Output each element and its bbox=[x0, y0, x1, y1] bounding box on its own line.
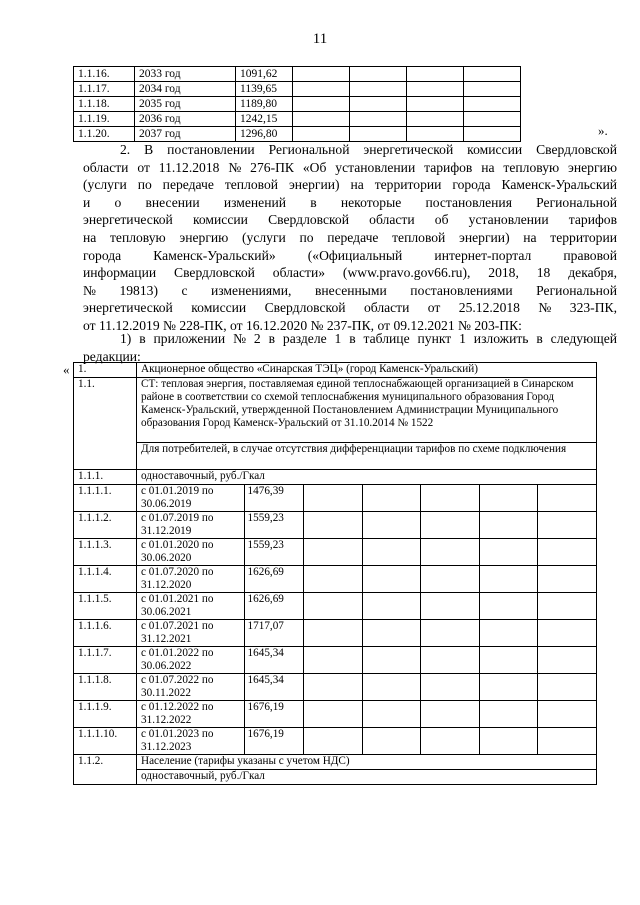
empty-cell bbox=[304, 512, 363, 539]
empty-cell bbox=[304, 593, 363, 620]
text-line: и о внесении изменений в некоторые постановления Региональной bbox=[83, 194, 617, 210]
row-year: 2035 год bbox=[135, 97, 236, 112]
empty-cell bbox=[362, 728, 421, 755]
empty-cell bbox=[538, 647, 597, 674]
row-number: 1.1.20. bbox=[74, 127, 135, 142]
text-line: энергетической комиссии Свердловской области об установлении тарифов bbox=[83, 212, 617, 228]
row-year: 2037 год bbox=[135, 127, 236, 142]
row-number: 1.1.1.5. bbox=[74, 593, 137, 620]
empty-cell bbox=[421, 701, 480, 728]
row-number: 1.1.1.3. bbox=[74, 539, 137, 566]
empty-cell bbox=[421, 647, 480, 674]
text-line: энергетической комиссии Свердловской области от 25.12.2018 № 323-ПК, bbox=[83, 300, 617, 316]
table-row bbox=[74, 112, 521, 127]
text-line: области от 11.12.2018 № 276-ПК «Об установлении тарифов на тепловую энергию bbox=[83, 159, 617, 175]
text-line: информации Свердловской области» (www.pravo.gov66.ru), 2018, 18 декабря, bbox=[83, 265, 617, 281]
empty-cell bbox=[421, 485, 480, 512]
row-value: 1091,62 bbox=[236, 67, 293, 82]
row-value: 1645,34 bbox=[244, 674, 304, 701]
empty-cell bbox=[362, 701, 421, 728]
row-text: СТ: тепловая энергия, поставляемая единой теплоснабжающей организацией в Синарском районе в соответствии со схемой теплоснабжения муниципального образования Город Каменск-Уральский, утвержденной Постановлением Администрации Муниципального образования Город Каменск-Уральский от 31.10.2014 № 1522 bbox=[137, 378, 597, 443]
row-number: 1.1.18. bbox=[74, 97, 135, 112]
empty-cell bbox=[362, 620, 421, 647]
empty-cell bbox=[350, 97, 407, 112]
empty-cell bbox=[407, 112, 464, 127]
empty-cell bbox=[479, 485, 538, 512]
table-row bbox=[74, 443, 597, 470]
row-number: 1.1.2. bbox=[74, 755, 137, 785]
empty-cell bbox=[362, 539, 421, 566]
empty-cell bbox=[407, 82, 464, 97]
table-row bbox=[74, 593, 597, 620]
table-row bbox=[74, 97, 521, 112]
closing-quote: ». bbox=[598, 123, 608, 138]
row-text: Население (тарифы указаны с учетом НДС) bbox=[137, 755, 597, 770]
row-number: 1.1. bbox=[74, 378, 137, 470]
row-value: 1559,23 bbox=[244, 539, 304, 566]
empty-cell bbox=[407, 67, 464, 82]
table-row bbox=[74, 566, 597, 593]
empty-cell bbox=[304, 485, 363, 512]
row-number: 1.1.1.6. bbox=[74, 620, 137, 647]
empty-cell bbox=[479, 566, 538, 593]
table-row bbox=[74, 770, 597, 785]
empty-cell bbox=[350, 112, 407, 127]
row-period: с 01.01.2021 по 30.06.2021 bbox=[137, 593, 245, 620]
table-row bbox=[74, 82, 521, 97]
row-number: 1.1.17. bbox=[74, 82, 135, 97]
row-number: 1.1.19. bbox=[74, 112, 135, 127]
paragraph-3 bbox=[83, 330, 617, 365]
row-number: 1.1.1.9. bbox=[74, 701, 137, 728]
row-period: с 01.01.2020 по 30.06.2020 bbox=[137, 539, 245, 566]
empty-cell bbox=[538, 512, 597, 539]
empty-cell bbox=[304, 647, 363, 674]
empty-cell bbox=[421, 512, 480, 539]
empty-cell bbox=[304, 620, 363, 647]
table-row bbox=[74, 127, 521, 142]
row-number: 1.1.1. bbox=[74, 470, 137, 485]
text-line: 2. В постановлении Региональной энергетической комиссии Свердловской bbox=[120, 142, 617, 157]
table-row bbox=[74, 363, 597, 378]
row-period: с 01.07.2022 по 30.11.2022 bbox=[137, 674, 245, 701]
row-text: Акционерное общество «Синарская ТЭЦ» (город Каменск-Уральский) bbox=[137, 363, 597, 378]
empty-cell bbox=[304, 674, 363, 701]
row-value: 1476,39 bbox=[244, 485, 304, 512]
empty-cell bbox=[421, 728, 480, 755]
row-period: с 01.01.2023 по 31.12.2023 bbox=[137, 728, 245, 755]
row-number: 1. bbox=[74, 363, 137, 378]
row-period: с 01.01.2019 по 30.06.2019 bbox=[137, 485, 245, 512]
row-value: 1676,19 bbox=[244, 701, 304, 728]
row-period: с 01.07.2020 по 31.12.2020 bbox=[137, 566, 245, 593]
empty-cell bbox=[293, 112, 350, 127]
table-row bbox=[74, 67, 521, 82]
empty-cell bbox=[293, 82, 350, 97]
row-value: 1559,23 bbox=[244, 512, 304, 539]
empty-cell bbox=[421, 620, 480, 647]
table-row bbox=[74, 620, 597, 647]
row-value: 1717,07 bbox=[244, 620, 304, 647]
empty-cell bbox=[479, 593, 538, 620]
empty-cell bbox=[350, 67, 407, 82]
text-line: 1) в приложении № 2 в разделе 1 в таблице пункт 1 изложить в следующей bbox=[120, 331, 617, 346]
table-row bbox=[74, 485, 597, 512]
table-row bbox=[74, 378, 597, 443]
page-number: 11 bbox=[312, 31, 328, 47]
empty-cell bbox=[538, 674, 597, 701]
table-row bbox=[74, 701, 597, 728]
empty-cell bbox=[538, 728, 597, 755]
table-row bbox=[74, 728, 597, 755]
text-line: № 19813) с изменениями, внесенными постановлениями Региональной bbox=[83, 282, 617, 298]
empty-cell bbox=[362, 593, 421, 620]
row-number: 1.1.16. bbox=[74, 67, 135, 82]
empty-cell bbox=[293, 97, 350, 112]
row-number: 1.1.1.10. bbox=[74, 728, 137, 755]
row-number: 1.1.1.1. bbox=[74, 485, 137, 512]
empty-cell bbox=[362, 566, 421, 593]
empty-cell bbox=[304, 539, 363, 566]
empty-cell bbox=[479, 674, 538, 701]
empty-cell bbox=[479, 728, 538, 755]
empty-cell bbox=[479, 701, 538, 728]
table-row bbox=[74, 647, 597, 674]
empty-cell bbox=[362, 512, 421, 539]
row-value: 1242,15 bbox=[236, 112, 293, 127]
row-value: 1189,80 bbox=[236, 97, 293, 112]
table-row bbox=[74, 539, 597, 566]
text-line: редакции: bbox=[83, 348, 141, 364]
empty-cell bbox=[538, 701, 597, 728]
row-text: одноставочный, руб./Гкал bbox=[137, 470, 597, 485]
text-line: от 11.12.2019 № 228-ПК, от 16.12.2020 № 237-ПК, от 09.12.2021 № 203-ПК: bbox=[83, 317, 522, 333]
empty-cell bbox=[362, 674, 421, 701]
row-number: 1.1.1.8. bbox=[74, 674, 137, 701]
opening-quote: « bbox=[63, 362, 70, 377]
empty-cell bbox=[464, 97, 521, 112]
table-row bbox=[74, 470, 597, 485]
empty-cell bbox=[421, 539, 480, 566]
text-line: города Каменск-Уральский» («Официальный интернет-портал правовой bbox=[83, 247, 617, 263]
empty-cell bbox=[421, 566, 480, 593]
row-number: 1.1.1.4. bbox=[74, 566, 137, 593]
top-tariff-table bbox=[73, 66, 521, 142]
row-value: 1626,69 bbox=[244, 593, 304, 620]
text-line: (услуги по передаче тепловой энергии) на территории города Каменск-Уральский bbox=[83, 177, 617, 193]
empty-cell bbox=[538, 566, 597, 593]
empty-cell bbox=[362, 485, 421, 512]
row-period: с 01.12.2022 по 31.12.2022 bbox=[137, 701, 245, 728]
text-line: на тепловую энергию (услуги по передаче тепловой энергии) на территории bbox=[83, 229, 617, 245]
empty-cell bbox=[538, 539, 597, 566]
empty-cell bbox=[304, 701, 363, 728]
table-row bbox=[74, 755, 597, 770]
empty-cell bbox=[479, 512, 538, 539]
row-value: 1676,19 bbox=[244, 728, 304, 755]
row-period: с 01.01.2022 по 30.06.2022 bbox=[137, 647, 245, 674]
table-row bbox=[74, 512, 597, 539]
row-period: с 01.07.2021 по 31.12.2021 bbox=[137, 620, 245, 647]
main-tariff-table bbox=[73, 362, 597, 785]
empty-cell bbox=[464, 112, 521, 127]
row-value: 1296,80 bbox=[236, 127, 293, 142]
empty-cell bbox=[362, 647, 421, 674]
row-year: 2036 год bbox=[135, 112, 236, 127]
empty-cell bbox=[464, 82, 521, 97]
empty-cell bbox=[421, 593, 480, 620]
row-number: 1.1.1.7. bbox=[74, 647, 137, 674]
paragraph-2 bbox=[83, 141, 617, 335]
row-value: 1139,65 bbox=[236, 82, 293, 97]
empty-cell bbox=[464, 127, 521, 142]
empty-cell bbox=[293, 127, 350, 142]
empty-cell bbox=[407, 127, 464, 142]
empty-cell bbox=[304, 566, 363, 593]
empty-cell bbox=[479, 647, 538, 674]
row-year: 2033 год bbox=[135, 67, 236, 82]
empty-cell bbox=[407, 97, 464, 112]
empty-cell bbox=[538, 485, 597, 512]
row-text: Для потребителей, в случае отсутствия дифференциации тарифов по схеме подключения bbox=[137, 443, 597, 470]
empty-cell bbox=[421, 674, 480, 701]
empty-cell bbox=[479, 539, 538, 566]
empty-cell bbox=[304, 728, 363, 755]
empty-cell bbox=[538, 620, 597, 647]
table-row bbox=[74, 674, 597, 701]
empty-cell bbox=[350, 127, 407, 142]
empty-cell bbox=[464, 67, 521, 82]
empty-cell bbox=[350, 82, 407, 97]
empty-cell bbox=[293, 67, 350, 82]
row-number: 1.1.1.2. bbox=[74, 512, 137, 539]
empty-cell bbox=[479, 620, 538, 647]
row-period: с 01.07.2019 по 31.12.2019 bbox=[137, 512, 245, 539]
row-text: одноставочный, руб./Гкал bbox=[137, 770, 597, 785]
row-value: 1626,69 bbox=[244, 566, 304, 593]
row-year: 2034 год bbox=[135, 82, 236, 97]
row-value: 1645,34 bbox=[244, 647, 304, 674]
empty-cell bbox=[538, 593, 597, 620]
